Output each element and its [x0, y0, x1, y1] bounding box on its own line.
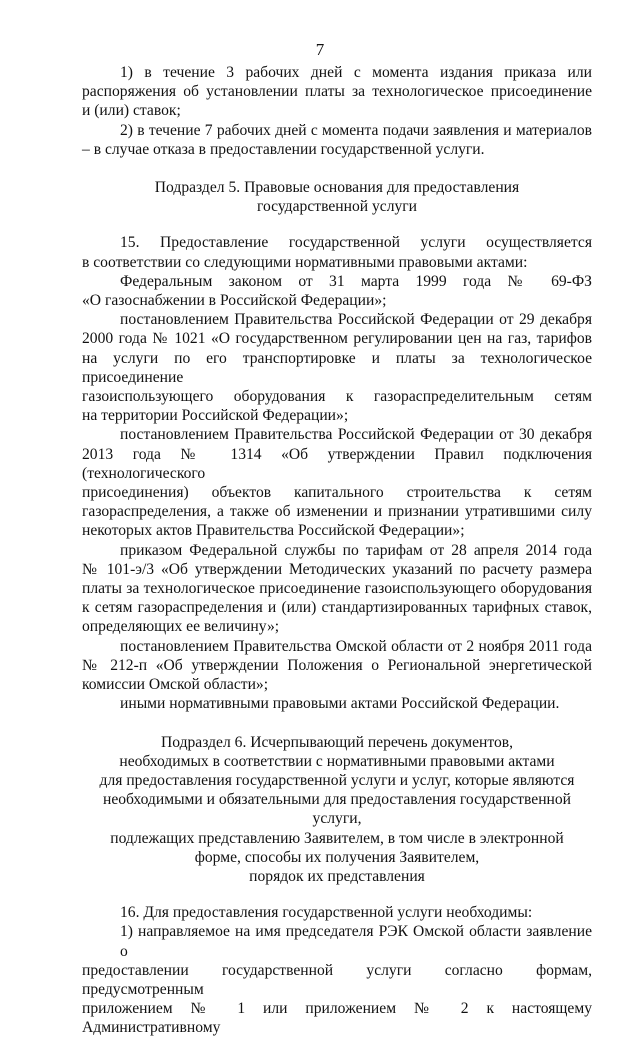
- paragraph: [82, 63, 592, 121]
- text-line: 1) направляемое на имя председателя РЭК Омской области заявление о: [120, 923, 592, 960]
- text-line: распоряжения об установлении платы за технологическое присоединение: [82, 83, 592, 101]
- paragraph: [82, 425, 592, 540]
- text-line: некоторых актов Правительства Российской Федерации»;: [82, 522, 465, 540]
- text-line: к сетям газораспределения и (или) стандартизированных тарифных ставок,: [82, 599, 592, 617]
- heading-line: необходимых в соответствии с нормативными правовыми актами: [119, 752, 555, 770]
- paragraph: [82, 541, 592, 637]
- section-heading: [82, 178, 592, 216]
- text-line: определяющих ее величину»;: [82, 618, 280, 636]
- document-body: [82, 63, 592, 1038]
- heading-line: для предоставления государственной услуги и услуг, которые являются: [99, 771, 575, 789]
- text-line: Федеральным законом от 31 марта 1999 года № 69-ФЗ: [120, 272, 592, 290]
- text-line: 1) в течение 3 рабочих дней с момента издания приказа или: [120, 64, 592, 81]
- text-line: предоставлении государственной услуги согласно формам, предусмотренным: [82, 961, 592, 998]
- text-line: 2000 года № 1021 «О государственном регулировании цен на газ, тарифов: [82, 330, 592, 348]
- text-line: иными нормативными правовыми актами Российской Федерации.: [120, 695, 560, 713]
- text-line: платы за технологическое присоединение газоиспользующего оборудования: [82, 580, 592, 598]
- paragraph: [82, 272, 592, 310]
- text-line: 15. Предоставление государственной услуги осуществляется: [120, 234, 592, 252]
- text-line: приказом Федеральной службы по тарифам от 28 апреля 2014 года: [120, 541, 592, 559]
- text-line: № 101-э/3 «Об утверждении Методических указаний по расчету размера: [82, 560, 592, 578]
- heading-line: форме, способы их получения Заявителем,: [194, 848, 480, 866]
- text-line: на услуги по его транспортировке и платы за технологическое присоединение: [82, 349, 592, 386]
- text-line: газоиспользующего оборудования к газораспределительным сетям: [82, 388, 592, 406]
- paragraph: [82, 233, 592, 271]
- heading-line: Подраздел 5. Правовые основания для предоставления: [154, 179, 520, 197]
- heading-line: подлежащих представлению Заявителем, в том числе в электронной: [110, 829, 564, 847]
- text-line: № 212-п «Об утверждении Положения о Региональной энергетической: [82, 656, 592, 674]
- text-line: «О газоснабжении в Российской Федерации»;: [82, 292, 387, 310]
- paragraph: [82, 310, 592, 425]
- text-line: постановлением Правительства Омской области от 2 ноября 2011 года: [120, 637, 592, 655]
- heading-line: Подраздел 6. Исчерпывающий перечень документов,: [160, 733, 514, 751]
- text-line: постановлением Правительства Российской Федерации от 30 декабря: [120, 426, 592, 444]
- text-line: в соответствии со следующими нормативными правовыми актами:: [82, 253, 528, 271]
- paragraph: [82, 922, 592, 1037]
- text-line: комиссии Омской области»;: [82, 676, 269, 694]
- text-line: 16. Для предоставления государственной услуги необходимы:: [120, 904, 533, 922]
- heading-line: государственной услуги: [256, 198, 418, 216]
- page-number: 7: [315, 40, 325, 59]
- paragraph: [82, 903, 592, 922]
- text-line: – в случае отказа в предоставлении государственной услуги.: [82, 140, 485, 158]
- paragraph: [82, 637, 592, 695]
- text-line: 2) в течение 7 рабочих дней с момента подачи заявления и материалов: [120, 121, 592, 139]
- paragraph: [82, 694, 592, 713]
- text-line: 2013 года № 1314 «Об утверждении Правил подключения (технологического: [82, 445, 592, 482]
- text-line: приложением № 1 или приложением № 2 к настоящему Административному: [82, 1000, 592, 1037]
- text-line: постановлением Правительства Российской Федерации от 29 декабря: [120, 311, 592, 329]
- paragraph: [82, 121, 592, 159]
- text-line: присоединения) объектов капитального строительства к сетям: [82, 484, 592, 502]
- text-line: газораспределения, а также об изменении и признании утратившими силу: [82, 503, 592, 521]
- heading-line: необходимыми и обязательными для предоставления государственной услуги,: [102, 791, 572, 828]
- section-heading: [82, 733, 592, 887]
- heading-line: порядок их представления: [249, 867, 425, 885]
- text-line: на территории Российской Федерации»;: [82, 407, 349, 425]
- text-line: и (или) ставок;: [82, 102, 181, 120]
